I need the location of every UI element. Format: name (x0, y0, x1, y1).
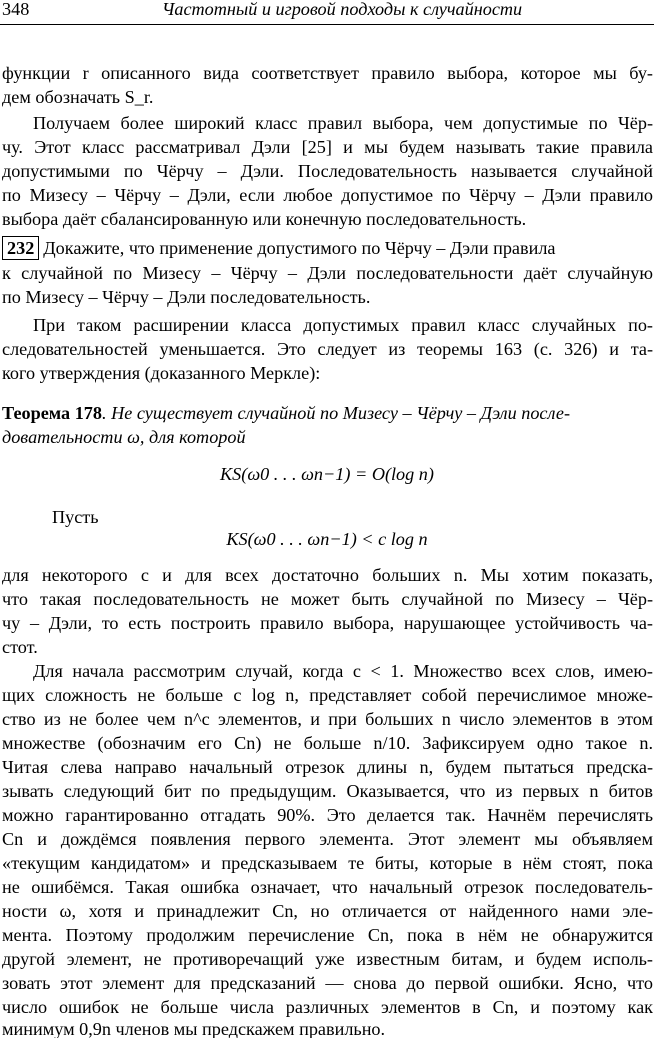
text-line: чу – Дэли, то есть построить правило выбора, нарушающее устойчивость ча- (2, 613, 653, 633)
text-line: щих сложность не больше c log n, представляет собой перечислимое множе- (2, 685, 653, 705)
exercise-line (2, 236, 653, 260)
header-rule (0, 24, 654, 25)
theorem-label: Теорема 178 (2, 403, 102, 423)
text-line: «текущим кандидатом» и предсказываем те биты, которые в нём стоят, пока (2, 853, 653, 873)
theorem-text: . Не существует случайной по Мизесу – Чёрчу – Дэли после- (101, 403, 571, 423)
text-line: по Мизесу – Чёрчу – Дэли, если любое допустимое по Чёрчу – Дэли правило (2, 185, 653, 205)
text-line: зовать этот элемент для предсказаний — снова до первой ошибки. Ясно, что (2, 973, 653, 993)
page-number: 348 (2, 0, 30, 19)
text-line: Получаем более широкий класс правил выбора, чем допустимые по Чёр- (33, 113, 653, 133)
text-line: по Мизесу – Чёрчу – Дэли последовательность. (2, 287, 371, 307)
text-line: другой элемент, не противоречащий уже известным битам, и будем исполь- (2, 949, 653, 969)
text-line: ство из не более чем n^c элементов, и при больших n число элементов в этом (2, 709, 653, 729)
text-line: стот. (2, 637, 38, 657)
exercise-text: Докажите, что применение допустимого по Чёрчу – Дэли правила (43, 238, 556, 258)
text-line: следовательностей уменьшается. Это следует из теоремы 163 (с. 326) и та- (2, 339, 653, 359)
text-line: для некоторого c и для всех достаточно больших n. Мы хотим показать, (2, 565, 653, 585)
text-line: множестве (обозначим его Cn) не больше n/10. Зафиксируем одно такое n. (2, 733, 653, 753)
text-line: число ошибок не больше числа различных элементов в Cn, и поэтому как (2, 997, 653, 1017)
text-line: допустимыми по Чёрчу – Дэли. Последовательность называется случайной (2, 161, 653, 181)
text-line: Для начала рассмотрим случай, когда c < 1. Множество всех слов, имею- (33, 661, 653, 681)
text-line: При таком расширении класса допустимых правил класс случайных по- (33, 315, 653, 335)
text-line: минимум 0,9n членов мы предскажем правильно. (2, 1019, 386, 1038)
text-line: дем обозначать S_r. (2, 87, 154, 107)
running-title: Частотный и игровой подходы к случайности (161, 0, 523, 19)
text-line: Пусть (52, 507, 99, 527)
text-line: довательности ω, для которой (2, 427, 246, 447)
text-line: Cn и дождёмся появления первого элемента. Этот элемент мы объявляем (2, 829, 653, 849)
text-line: ности ω, хотя и принадлежит Cn, но отличается от найденного нами эле- (2, 901, 653, 921)
text-line: не ошибёмся. Такая ошибка означает, что начальный отрезок последователь- (2, 877, 653, 897)
text-line: зывать следующий бит по предыдущим. Оказывается, что из первых n битов (2, 781, 653, 801)
text-line: мента. Поэтому продолжим перечисление Cn, пока в нём не обнаружится (2, 925, 653, 945)
theorem-line (2, 402, 653, 424)
text-line: функции r описанного вида соответствует правило выбора, которое мы бу- (2, 63, 653, 83)
exercise-number: 232 (2, 236, 39, 260)
text-line: кого утверждения (доказанного Меркле): (2, 363, 321, 383)
formula: KS(ω0 . . . ωn−1) = O(log n) (220, 464, 434, 484)
text-line: чу. Этот класс рассматривал Дэли [25] и мы будем называть такие правила (2, 137, 653, 157)
text-line: что такая последовательность не может быть случайной по Мизесу – Чёр- (2, 589, 653, 609)
formula: KS(ω0 . . . ωn−1) < c log n (226, 529, 428, 549)
text-line: выбора даёт сбалансированную или конечную последовательность. (2, 209, 527, 229)
text-line: Читая слева направо начальный отрезок длины n, будем пытаться предска- (2, 757, 653, 777)
text-line: к случайной по Мизесу – Чёрчу – Дэли последовательности даёт случайную (2, 263, 653, 283)
text-line: можно гарантированно отгадать 90%. Это делается так. Начнём перечислять (2, 805, 653, 825)
